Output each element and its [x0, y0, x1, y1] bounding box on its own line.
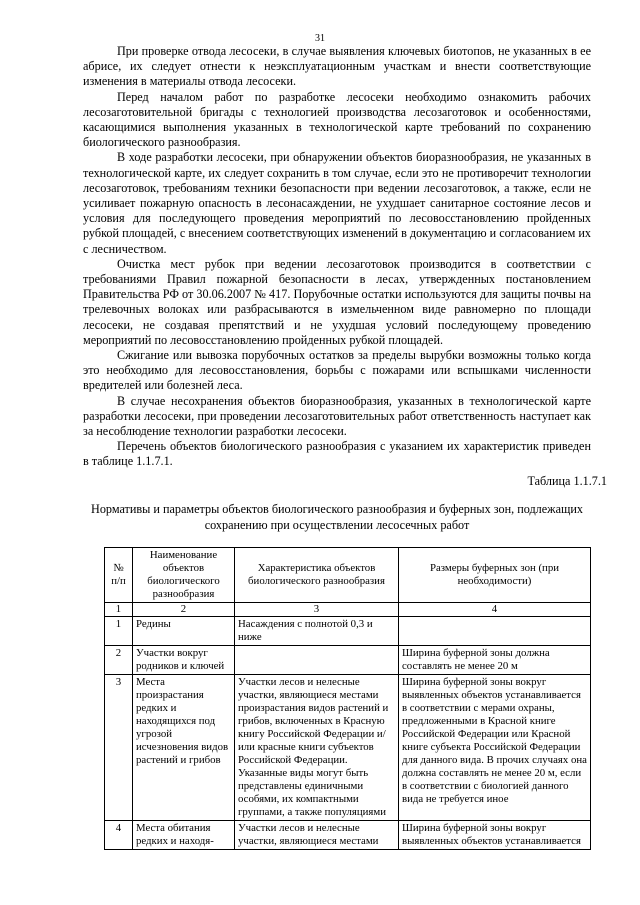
row-name: Места обитания редких и находя- [133, 821, 235, 850]
table-row [105, 617, 591, 646]
row-characteristic: Участки лесов и нелесные участки, являющиеся местами [235, 821, 399, 850]
paragraph: Перечень объектов биологического разнообразия с указанием их характеристик приведен в таблице 1.1.7.1. [83, 439, 591, 469]
column-number: 2 [133, 603, 235, 617]
row-characteristic: Участки лесов и нелесные участки, являющиеся местами произрастания видов растений и грибов, включенных в Красную книгу Российской Федерации и/или красные книги субъектов Российской Федерации. Указанные виды могут быть представлены единичными особями, их компактными группами, а также популяциями [235, 675, 399, 821]
table-header-row [105, 548, 591, 603]
column-number: 3 [235, 603, 399, 617]
paragraph: В случае несохранения объектов биоразнообразия, указанных в технологической карте разработки лесосеки, при проведении лесозаготовительных работ ответственность наступает как за несоблюдение технологии разработки лесосеки. [83, 393, 591, 439]
table-row [105, 675, 591, 821]
row-number: 4 [105, 821, 133, 850]
table-row [105, 821, 591, 850]
table-number: Таблица 1.1.7.1 [527, 474, 607, 488]
column-number-row [105, 603, 591, 617]
row-characteristic: Насаждения с полнотой 0,3 и ниже [235, 617, 399, 646]
header-number: № п/п [105, 548, 133, 603]
table-title: Нормативы и параметры объектов биологического разнообразия и буферных зон, подлежащих сохранению при осуществлении лесосечных работ [91, 502, 583, 532]
table-row [105, 646, 591, 675]
paragraph: Сжигание или вывозка порубочных остатков за пределы вырубки возможны только когда это необходимо для лесовосстановления, борьбы с пожарами или вспышками численности вредителей или болезней леса. [83, 348, 591, 393]
header-name: Наименование объектов биологического разнообразия [133, 548, 235, 603]
paragraph: При проверке отвода лесосеки, в случае выявления ключевых биотопов, не указанных в ее абрисе, их следует отнести к неэксплуатационным участкам и внести соответствующие изменения в материалы отвода лесосеки. [83, 44, 591, 89]
page-number: 31 [315, 33, 325, 44]
paragraph: В ходе разработки лесосеки, при обнаружении объектов биоразнообразия, не указанных в технологической карте, их следует сохранить в том случае, если это не противоречит технологии лесозаготовок, требованиям техники безопасности при ведении лесозаготовок, а также, если не усиливает пожарную опасность в лесонасаждении, не ухудшает санитарное состояние лесов и условия для последующего проведения мероприятий по лесовосстановлению пройденных рубкой площадей, с внесением соответствующих изменений в документацию и согласованием их с лесничеством. [83, 150, 591, 256]
paragraph: Перед началом работ по разработке лесосеки необходимо ознакомить рабочих лесозаготовительной бригады с технологией производства лесозаготовок и особенностями, касающимися выполнения указанных в технологической карте требований по сохранению биологического разнообразия. [83, 89, 591, 150]
row-number: 2 [105, 646, 133, 675]
column-number: 4 [399, 603, 591, 617]
column-number: 1 [105, 603, 133, 617]
row-number: 1 [105, 617, 133, 646]
biodiversity-table [104, 547, 591, 850]
header-buffer: Размеры буферных зон (при необходимости) [399, 548, 591, 603]
row-buffer: Ширина буферной зоны должна составлять не менее 20 м [399, 646, 591, 675]
row-characteristic [235, 646, 399, 675]
row-name: Места произрастания редких и находящихся под угрозой исчезновения видов растений и грибов [133, 675, 235, 821]
row-buffer [399, 617, 591, 646]
row-name: Редины [133, 617, 235, 646]
row-number: 3 [105, 675, 133, 821]
body-text [83, 44, 591, 470]
paragraph: Очистка мест рубок при ведении лесозаготовок производится в соответствии с требованиями Правил пожарной безопасности в лесах, утвержденных постановлением Правительства РФ от 30.06.2007 № 417. Порубочные остатки используются для защиты почвы на трелевочных волоках или разбрасываются в измельченном виде равномерно по площади лесосеки, не создавая препятствий и не ухудшая условий последующему проведению мероприятий по лесовосстановлению пройденных рубкой площадей. [83, 256, 591, 347]
row-name: Участки вокруг родников и ключей [133, 646, 235, 675]
row-buffer: Ширина буферной зоны вокруг выявленных объектов устанавливается в соответствии с мерами охраны, предложенными в Красной книге Российской Федерации или Красной книге субъекта Российской Федерации для данного вида. В прочих случаях она должна составлять не менее 20 м, если в соответствии с биологией данного вида не требуется иное [399, 675, 591, 821]
row-buffer: Ширина буферной зоны вокруг выявленных объектов устанавливается [399, 821, 591, 850]
header-characteristic: Характеристика объектов биологического разнообразия [235, 548, 399, 603]
